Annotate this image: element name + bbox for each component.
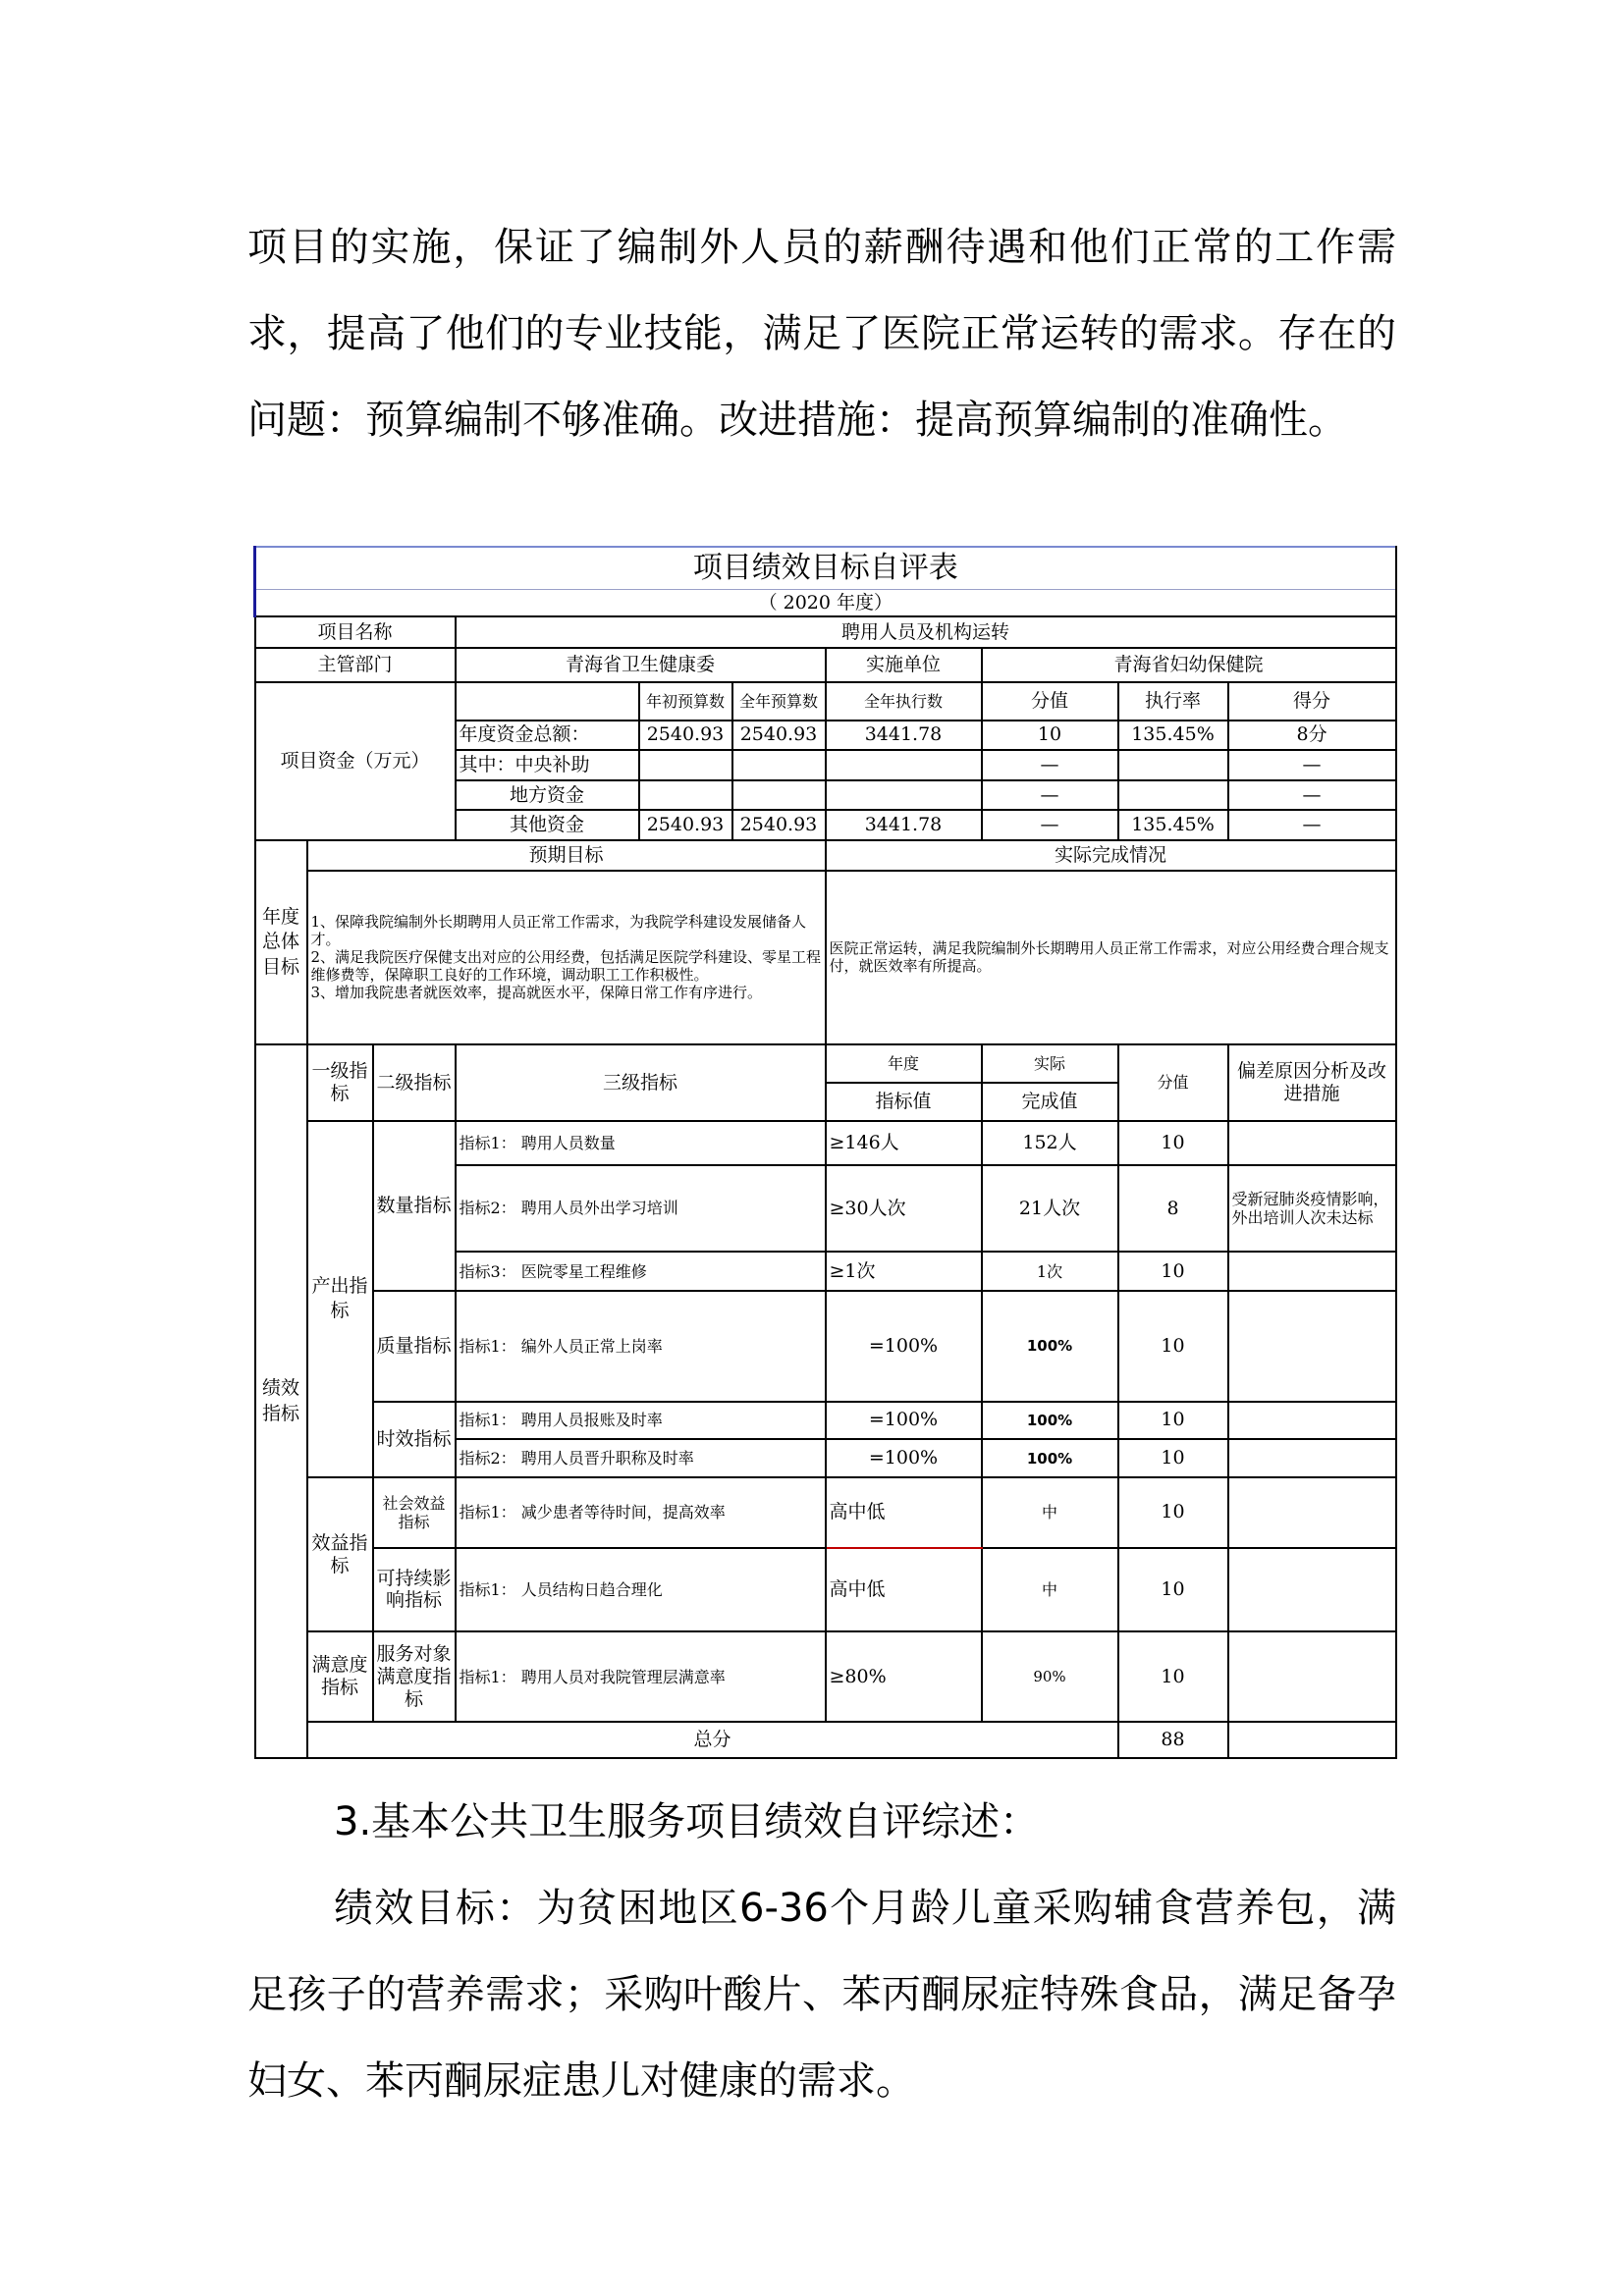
indicator-actual: 1次 xyxy=(982,1252,1118,1291)
funds-row-executed xyxy=(826,750,982,780)
indicator-target: ≥80% xyxy=(826,1631,982,1722)
intro-text: 项目的实施，保证了编制外人员的薪酬待遇和他们正常的工作需求，提高了他们的专业技能，满足了医院正常运转的需求。存在的问题：预算编制不够准确。改进措施：提高预算编制的准确性。 xyxy=(247,225,1396,443)
section3-body: 绩效目标：为贫困地区6-36个月龄儿童采购辅食营养包，满足孩子的营养需求；采购叶酸片、苯丙酮尿症特殊食品，满足备孕妇女、苯丙酮尿症患儿对健康的需求。 xyxy=(247,1886,1396,2104)
indicator-score: 8 xyxy=(1118,1165,1228,1253)
indicator-note xyxy=(1228,1477,1396,1547)
funds-header-executed: 全年执行数 xyxy=(826,682,982,721)
indicator-actual: 90% xyxy=(982,1631,1118,1722)
funds-row-initial xyxy=(639,780,732,811)
output-indicator-label: 产出指标 xyxy=(307,1121,373,1477)
sustainable-impact-label: 可持续影响指标 xyxy=(373,1548,456,1632)
total-score: 88 xyxy=(1118,1722,1228,1758)
quantity-indicator-label: 数量指标 xyxy=(373,1121,456,1292)
actual-header: 实际 xyxy=(982,1044,1118,1083)
total-blank xyxy=(1228,1722,1396,1758)
indicator-score: 10 xyxy=(1118,1631,1228,1722)
social-benefit-label: 社会效益指标 xyxy=(373,1477,456,1547)
indicator-target: ≥1次 xyxy=(826,1252,982,1291)
funds-row-initial xyxy=(639,750,732,780)
indicator-note: 受新冠肺炎疫情影响，外出培训人次未达标 xyxy=(1228,1165,1396,1253)
indicator-note xyxy=(1228,1291,1396,1401)
funds-row-score-value: — xyxy=(982,750,1118,780)
deviation-header: 偏差原因分析及改进措施 xyxy=(1228,1044,1396,1121)
funds-row-name: 年度资金总额： xyxy=(456,721,639,751)
indicators-label: 绩效指标 xyxy=(255,1044,307,1758)
timeliness-indicator-label: 时效指标 xyxy=(373,1402,456,1478)
dept-label: 主管部门 xyxy=(255,648,456,682)
indicator-actual: 中 xyxy=(982,1477,1118,1547)
indicator-name: 指标2： 聘用人员晋升职称及时率 xyxy=(456,1439,826,1477)
done-header: 完成值 xyxy=(982,1083,1118,1121)
project-name-label: 项目名称 xyxy=(255,616,456,648)
indicator-score: 10 xyxy=(1118,1439,1228,1477)
table-year: （ 2020 年度） xyxy=(255,590,1396,617)
indicator-name: 指标1： 聘用人员对我院管理层满意率 xyxy=(456,1631,826,1722)
indicator-score: 10 xyxy=(1118,1291,1228,1401)
unit-value: 青海省妇幼保健院 xyxy=(982,648,1396,682)
expected-goal-item: 1、保障我院编制外长期聘用人员正常工作需求，为我院学科建设发展储备人才。 xyxy=(310,913,807,949)
quality-indicator-label: 质量指标 xyxy=(373,1291,456,1401)
funds-row-score: 8分 xyxy=(1228,721,1396,751)
funds-row-name: 地方资金 xyxy=(456,780,639,811)
year-header: 年度 xyxy=(826,1044,982,1083)
indicator-name: 指标1： 减少患者等待时间，提高效率 xyxy=(456,1477,826,1547)
level3-header: 三级指标 xyxy=(456,1044,826,1121)
indicator-target: =100% xyxy=(826,1439,982,1477)
funds-row-rate xyxy=(1118,750,1228,780)
indicator-name: 指标1： 聘用人员数量 xyxy=(456,1121,826,1165)
indicator-target: ≥30人次 xyxy=(826,1165,982,1253)
project-name: 聘用人员及机构运转 xyxy=(456,616,1396,648)
indicator-note xyxy=(1228,1548,1396,1632)
annual-goal-label: 年度总体目标 xyxy=(255,840,307,1044)
funds-row-executed xyxy=(826,780,982,811)
funds-row-rate xyxy=(1118,780,1228,811)
indicator-note xyxy=(1228,1439,1396,1477)
funds-row-score-value: — xyxy=(982,780,1118,811)
indicator-actual: 152人 xyxy=(982,1121,1118,1165)
indicator-score: 10 xyxy=(1118,1402,1228,1440)
funds-header-rate: 执行率 xyxy=(1118,682,1228,721)
indicator-name: 指标1： 编外人员正常上岗率 xyxy=(456,1291,826,1401)
unit-label: 实施单位 xyxy=(826,648,982,682)
funds-row-score: — xyxy=(1228,810,1396,840)
indicator-target: 高中低 xyxy=(826,1548,982,1632)
funds-row-score: — xyxy=(1228,750,1396,780)
indicator-note xyxy=(1228,1402,1396,1440)
indicator-actual: 21人次 xyxy=(982,1165,1118,1253)
expected-goal-item: 3、增加我院患者就医效率，提高就医水平，保障日常工作有序进行。 xyxy=(310,984,763,1002)
satisfaction-indicator-label: 满意度指标 xyxy=(307,1631,373,1722)
level1-header: 一级指标 xyxy=(307,1044,373,1121)
funds-row-score-value: 10 xyxy=(982,721,1118,751)
indicator-note xyxy=(1228,1121,1396,1165)
expected-goal-header: 预期目标 xyxy=(307,840,826,871)
indicator-target: =100% xyxy=(826,1402,982,1440)
funds-row-initial: 2540.93 xyxy=(639,721,732,751)
total-label: 总分 xyxy=(307,1722,1118,1758)
indicator-name: 指标1： 聘用人员报账及时率 xyxy=(456,1402,826,1440)
funds-row-name: 其中：中央补助 xyxy=(456,750,639,780)
funds-row-initial: 2540.93 xyxy=(639,810,732,840)
level2-header: 二级指标 xyxy=(373,1044,456,1121)
funds-row-annual xyxy=(732,780,826,811)
benefit-indicator-label: 效益指标 xyxy=(307,1477,373,1631)
funds-header-score-value: 分值 xyxy=(982,682,1118,721)
funds-row-name: 其他资金 xyxy=(456,810,639,840)
indicator-actual: 100% xyxy=(982,1402,1118,1440)
indicator-actual: 100% xyxy=(982,1291,1118,1401)
indicator-score: 10 xyxy=(1118,1121,1228,1165)
funds-header-score: 得分 xyxy=(1228,682,1396,721)
indicator-target: 高中低 xyxy=(826,1477,982,1547)
funds-row-annual: 2540.93 xyxy=(732,810,826,840)
funds-row-rate: 135.45% xyxy=(1118,810,1228,840)
service-satisfaction-label: 服务对象满意度指标 xyxy=(373,1631,456,1722)
indicator-score: 10 xyxy=(1118,1548,1228,1632)
indicator-note xyxy=(1228,1252,1396,1291)
indicator-name: 指标1： 人员结构日趋合理化 xyxy=(456,1548,826,1632)
expected-goal-text xyxy=(307,871,826,1045)
score-header: 分值 xyxy=(1118,1044,1228,1121)
funds-row-annual: 2540.93 xyxy=(732,721,826,751)
indicator-note xyxy=(1228,1631,1396,1722)
actual-result-header: 实际完成情况 xyxy=(826,840,1396,871)
expected-goal-item: 2、满足我院医疗保健支出对应的公用经费，包括满足医院学科建设、零星工程维修费等，保障职工良好的工作环境，调动职工工作积极性。 xyxy=(310,948,822,985)
funds-header-initial: 年初预算数 xyxy=(639,682,732,721)
indicator-actual: 100% xyxy=(982,1439,1118,1477)
section3 xyxy=(247,1779,1396,2124)
funds-label: 项目资金（万元） xyxy=(255,682,456,840)
intro-paragraph xyxy=(247,204,1396,463)
funds-row-executed: 3441.78 xyxy=(826,810,982,840)
indicator-actual: 中 xyxy=(982,1548,1118,1632)
funds-row-executed: 3441.78 xyxy=(826,721,982,751)
indicator-target: =100% xyxy=(826,1291,982,1401)
funds-header-blank xyxy=(456,682,639,721)
indicator-name: 指标2： 聘用人员外出学习培训 xyxy=(456,1165,826,1253)
funds-row-annual xyxy=(732,750,826,780)
table-title: 项目绩效目标自评表 xyxy=(255,547,1396,590)
funds-row-rate: 135.45% xyxy=(1118,721,1228,751)
actual-result-text: 医院正常运转，满足我院编制外长期聘用人员正常工作需求，对应公用经费合理合规支付，就医效率有所提高。 xyxy=(826,871,1396,1045)
indicator-target: ≥146人 xyxy=(826,1121,982,1165)
indicator-name: 指标3： 医院零星工程维修 xyxy=(456,1252,826,1291)
funds-header-annual: 全年预算数 xyxy=(732,682,826,721)
performance-self-evaluation-table xyxy=(253,546,1397,1759)
funds-row-score: — xyxy=(1228,780,1396,811)
section3-heading: 3.基本公共卫生服务项目绩效自评综述： xyxy=(334,1799,1040,1844)
target-header: 指标值 xyxy=(826,1083,982,1121)
funds-row-score-value: — xyxy=(982,810,1118,840)
dept-value: 青海省卫生健康委 xyxy=(456,648,826,682)
indicator-score: 10 xyxy=(1118,1477,1228,1547)
indicator-score: 10 xyxy=(1118,1252,1228,1291)
